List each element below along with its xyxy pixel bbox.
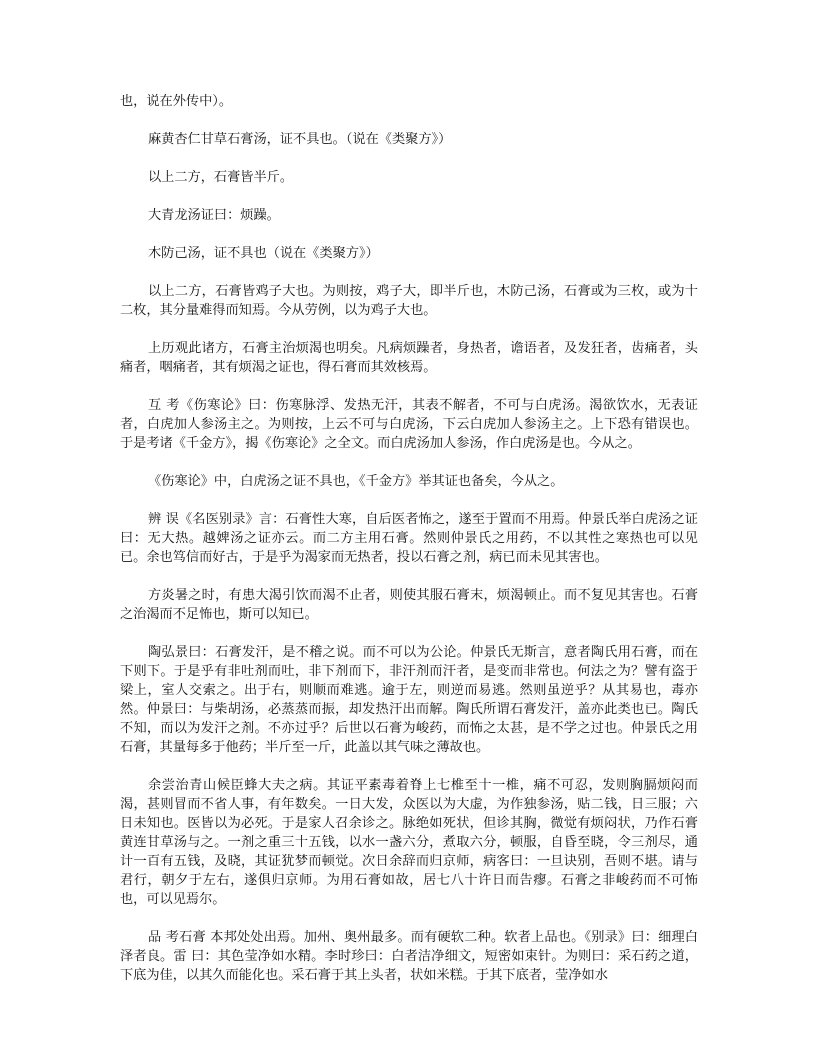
- paragraph-summary-thirst: 上历观此诸方，石膏主治烦渴也明矣。凡病烦躁者，身热者，谵语者，及发狂者，齿痛者，头痛者，咽痛者，其有烦渴之证也，得石膏而其效核焉。: [120, 341, 698, 375]
- paragraph-product-examination: 品 考石膏 本邦处处出焉。加州、奥州最多。而有硬软二种。软者上品也。《别录》曰：细理白泽者良。雷 曰：其色莹净如水精。李时珍曰：白者洁净细文，短密如束针。为则曰：采石药之道，下底为佳，以其久而能化也。采石膏于其上头者，状如米糕。于其下底者，莹净如水: [120, 930, 698, 983]
- paragraph-daqinglong-formula: 大青龙汤证曰：烦躁。: [148, 208, 280, 223]
- paragraph-shanghan-baihu: 《伤寒论》中，白虎汤之证不具也，《千金方》举其证也备矣，今从之。: [148, 474, 564, 489]
- paragraph-error-correction: 辨 误《名医别录》言：石膏性大寒，自后医者怖之，遂至于置而不用焉。仲景氏举白虎汤之证曰：无大热。越婢汤之证亦云。而二方主用石膏。然则仲景氏之用药，不以其性之寒热也可以见已。余也笃信而好古，于是乎为渴家而无热者，投以石膏之剂，病已而未见其害也。: [120, 512, 698, 565]
- paragraph-summer-thirst: 方炎暑之时，有患大渴引饮而渴不止者，则使其服石膏末，烦渴顿止。而不复见其害也。石膏之治渴而不足怖也，斯可以知已。: [120, 588, 698, 622]
- paragraph-case-record: 余尝治青山候臣蜂大夫之病。其证平素毒着脊上七椎至十一椎，痛不可忍，发则胸膈烦闷而渴，甚则冒而不省人事，有年数矣。一日大发，众医以为大虚，为作独参汤，贴二钱，日三服；六日未知也。医皆以为必死。于是家人召余诊之。脉绝如死状，但诊其胸，微觉有烦闷状，乃作石膏黄连甘草汤与之。一剂之重三十五钱，以水一盏六分，煮取六分，顿服，自昏至晓，令三剂尽，通计一百有五钱，及晓，其证犹梦而顿觉。次日余辞而归京师，病客曰：一旦诀别，吾则不堪。请与君行，朝夕于左右，遂俱归京师。为用石膏如故，居七八十许日而告瘳。石膏之非峻药而不可怖也，可以见焉尔。: [120, 778, 698, 907]
- paragraph-two-formulas-half-jin: 以上二方，石膏皆半斤。: [148, 170, 294, 185]
- document-page: [120, 92, 698, 985]
- paragraph-mufangji-formula: 木防己汤，证不具也（说在《类聚方》）: [148, 246, 379, 261]
- paragraph-egg-size-note: 以上二方，石膏皆鸡子大也。为则按，鸡子大，即半斤也，木防己汤，石膏或为三枚，或为十二枚，其分量难得而知焉。今从劳例，以为鸡子大也。: [120, 284, 698, 318]
- paragraph-mahuang-xingren-formula: 麻黄杏仁甘草石膏汤，证不具也。（说在《类聚方》）: [148, 132, 452, 147]
- paragraph-mutual-examination: 互 考《伤寒论》曰：伤寒脉浮、发热无汗，其表不解者，不可与白虎汤。渴欲饮水，无表证者，白虎加人参汤主之。为则按，上云不可与白虎汤，下云白虎加人参汤主之。上下恐有错误也。于是考诸《千金方》，揭《伤寒论》之全文。而白虎汤加人参汤，作白虎汤是也。今从之。: [120, 398, 698, 451]
- paragraph-continuation: 也，说在外传中）。: [120, 94, 233, 109]
- paragraph-tao-hongjing: 陶弘景曰：石膏发汗，是不稽之说。而不可以为公论。仲景氏无斯言，意者陶氏用石膏，而在下则下。于是乎有非吐剂而吐，非下剂而下，非汗剂而汗者，是变而非常也。何法之为？譬有盗于梁上，室人交索之。出于右，则顺而难逃。逾于左，则逆而易逃。然则虽逆乎？从其易也，毒亦然。仲景曰：与柴胡汤，必蒸蒸而振，却发热汗出而解。陶氏所谓石膏发汗，盖亦此类也已。陶氏不知，而以为发汗之剂。不亦过乎？后世以石膏为峻药，而怖之太甚，是不学之过也。仲景氏之用石膏，其量每多于他药；半斤至一斤，此盖以其气味之薄故也。: [120, 645, 698, 755]
